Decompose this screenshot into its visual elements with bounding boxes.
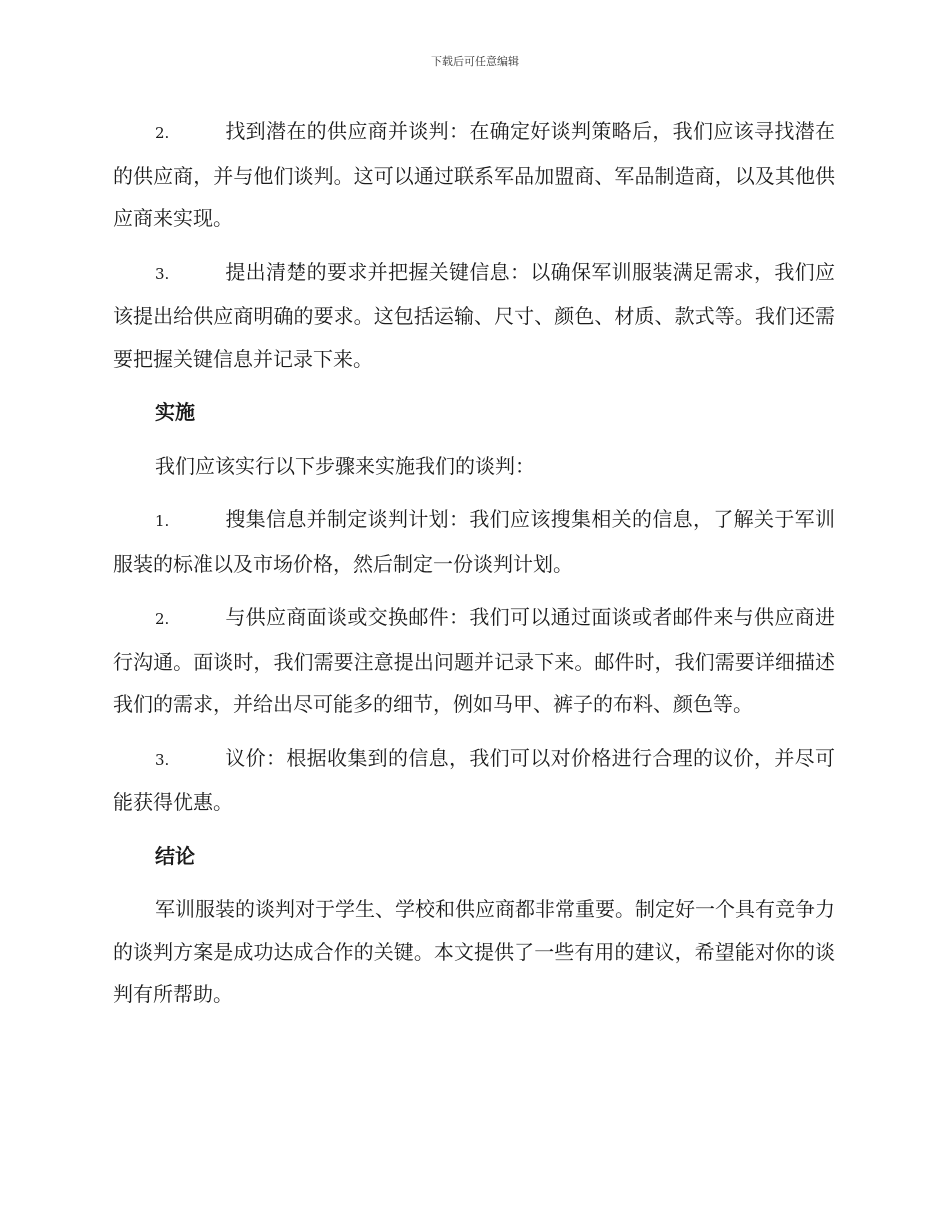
list-number: 2. [155,124,170,142]
list-item [113,596,835,726]
list-item [113,251,835,381]
section-heading-implement: 实施 [155,400,195,424]
list-item [113,110,835,240]
list-item [113,737,835,824]
page-header: 下载后可任意编辑 [431,55,519,68]
list-text: 找到潜在的供应商并谈判：在确定好谈判策略后，我们应该寻找潜在的供应商，并与他们谈判。这可以通过联系军品加盟商、军品制造商，以及其他供应商来实现。 [113,119,835,230]
list-item [113,498,835,585]
section-intro: 我们应该实行以下步骤来实施我们的谈判： [155,453,535,478]
list-text: 提出清楚的要求并把握关键信息：以确保军训服装满足需求，我们应该提出给供应商明确的要求。这包括运输、尺寸、颜色、材质、款式等。我们还需要把握关键信息并记录下来。 [113,259,835,371]
document-body [113,110,835,1027]
list-text: 与供应商面谈或交换邮件：我们可以通过面谈或者邮件来与供应商进行沟通。面谈时，我们需要注意提出问题并记录下来。邮件时，我们需要详细描述我们的需求，并给出尽可能多的细节，例如马甲、裤子的布料、颜色等。 [113,605,835,716]
list-text: 议价：根据收集到的信息，我们可以对价格进行合理的议价，并尽可能获得优惠。 [113,745,835,814]
list-number: 1. [155,512,170,530]
section-heading-conclusion: 结论 [155,843,195,868]
list-number: 3. [155,750,170,769]
conclusion-paragraph: 军训服装的谈判对于学生、学校和供应商都非常重要。制定好一个具有竞争力的谈判方案是成功达成合作的关键。本文提供了一些有用的建议，希望能对你的谈判有所帮助。 [113,897,835,1006]
list-number: 3. [155,264,170,283]
list-number: 2. [155,610,170,628]
list-text: 搜集信息并制定谈判计划：我们应该搜集相关的信息，了解关于军训服装的标准以及市场价格，然后制定一份谈判计划。 [113,507,835,576]
